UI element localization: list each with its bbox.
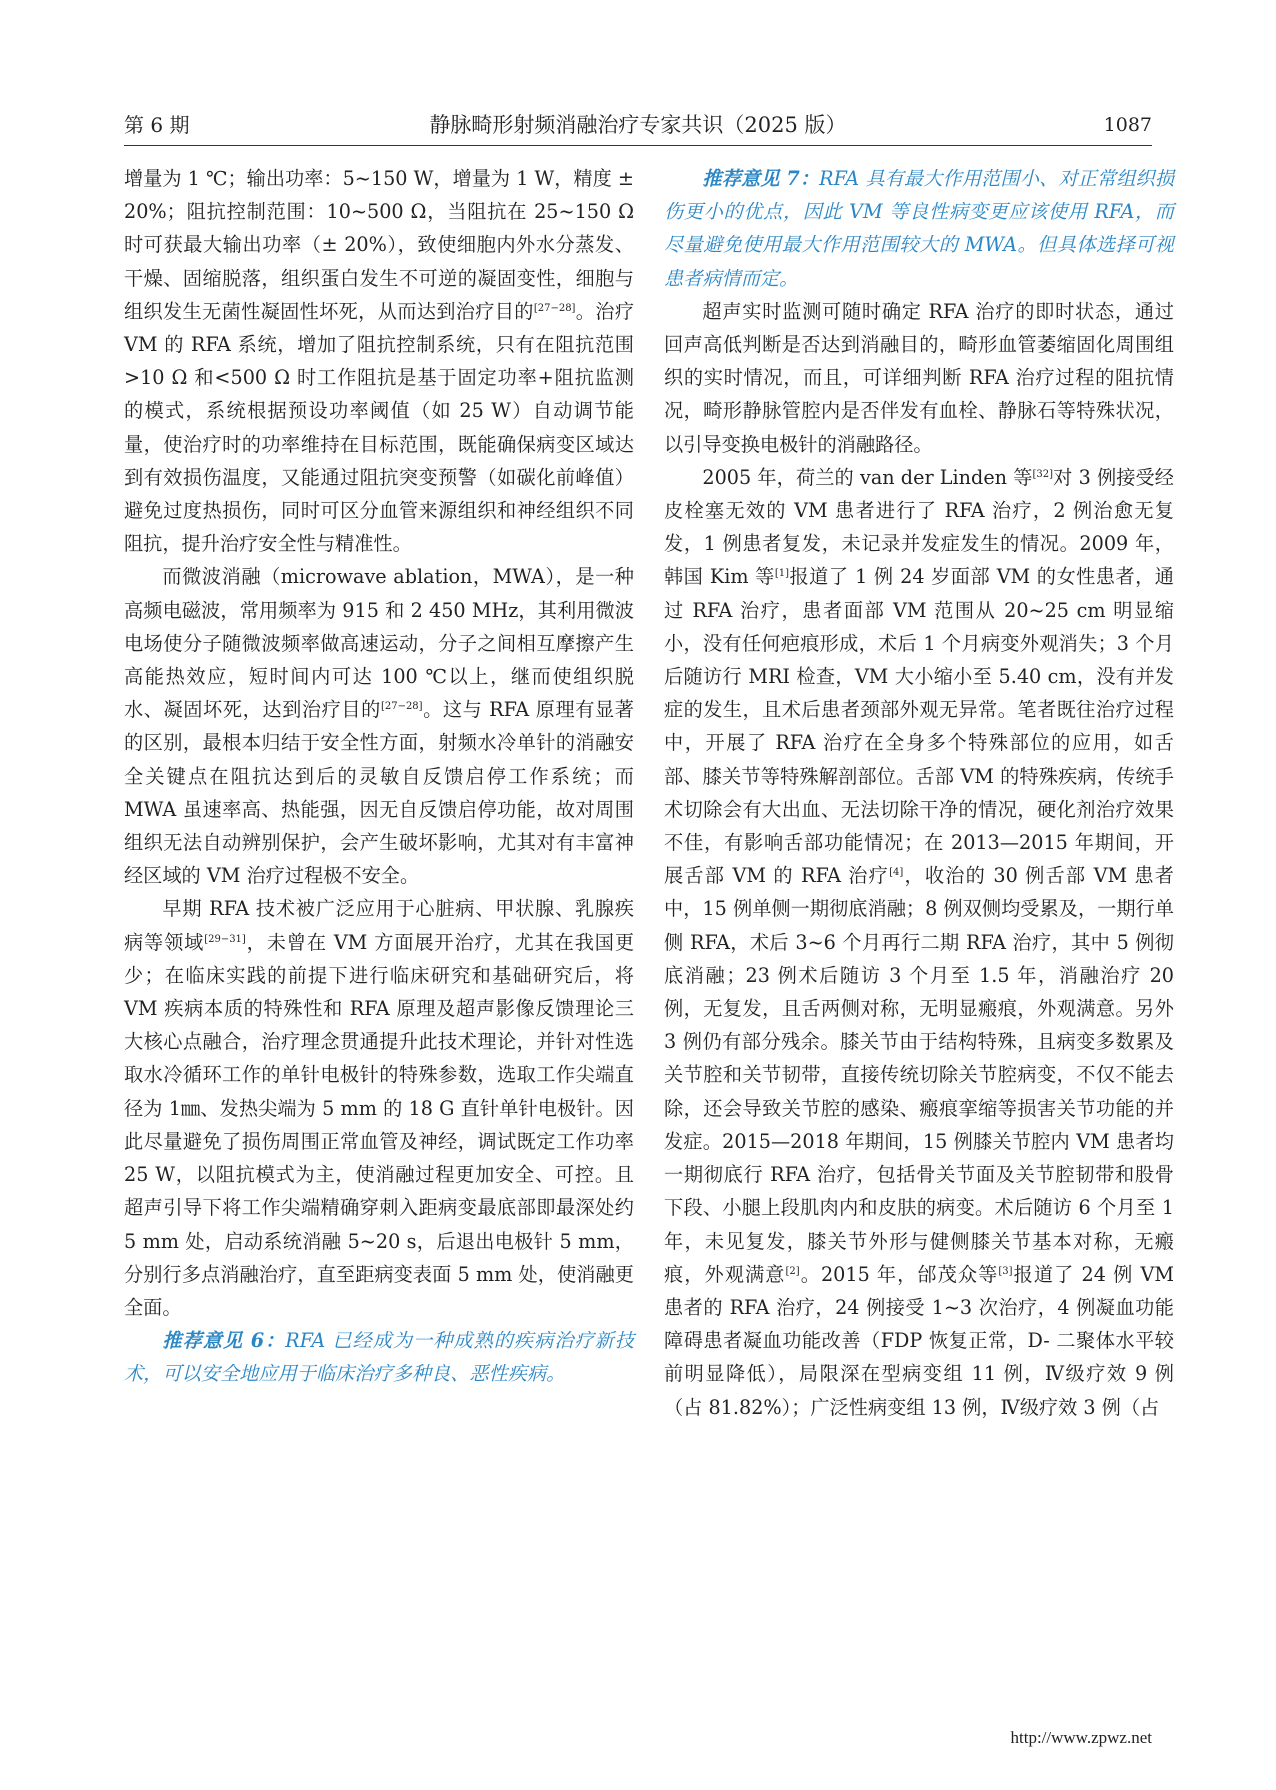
citation[interactable]: [27−28] [533,302,576,314]
citation[interactable]: [1] [774,568,790,580]
citation[interactable]: [3] [998,1265,1013,1277]
header-rule [124,145,1152,146]
left-column [124,162,634,1391]
issue-number: 第 6 期 [124,113,190,137]
right-column [664,162,1174,1424]
running-header [124,108,1152,148]
paragraph-microwave-ablation: 而微波消融（microwave ablation，MWA），是一种高频电磁波，常用频率为 915 和 2 450 MHz，其利用微波电场使分子随微波频率做高速运动，分子之间相互摩擦产生高能热效应，短时间内可达 100 ℃以上，继而使组织脱水、凝固坏死，达到治疗目的[27−28]。这与 RFA 原理有显著的区别，最根本归结于安全性方面，射频水冷单针的消融安全关键点在阻抗达到后的灵敏自反馈启停工作系统；而 MWA 虽速率高、热能强，因无自反馈启停功能，故对周围组织无法自动辨别保护，会产生破坏影响，尤其对有丰富神经区域的 VM 治疗过程极不安全。 [124,565,634,888]
running-title: 静脉畸形射频消融治疗专家共识（2025 版） [429,113,847,137]
page-number: 1087 [1103,114,1152,136]
recommendation-label: 推荐意见 6： [162,1329,286,1353]
recommendation-6: 推荐意见 6：RFA 已经成为一种成熟的疾病治疗新技术，可以安全地应用于临床治疗多种良、恶性疾病。 [124,1329,635,1386]
paragraph-ultrasound-monitoring: 超声实时监测可随时确定 RFA 治疗的即时状态，通过回声高低判断是否达到消融目的，畸形血管萎缩固化周围组织的实时情况，而且，可详细判断 RFA 治疗过程的阻抗情况，畸形静脉管腔内是否伴发有血栓、静脉石等特殊状况，以引导变换电极针的消融路径。 [664,299,1174,456]
paragraph-rfa-parameters: 增量为 1 ℃；输出功率：5~150 W，增量为 1 W，精度 ± 20%；阻抗控制范围：10~500 Ω，当阻抗在 25~150 Ω 时可获最大输出功率（± 20%），致使细胞内外水分蒸发、干燥、固缩脱落，组织蛋白发生不可逆的凝固变性，细胞与组织发生无菌性凝固性坏死，从而达到治疗目的[27−28]。治疗 VM 的 RFA 系统，增加了阻抗控制系统，只有在阻抗范围>10 Ω 和<500 Ω 时工作阻抗是基于固定功率+阻抗监测的模式，系统根据预设功率阈值（如 25 W）自动调节能量，使治疗时的功率维持在目标范围，既能确保病变区域达到有效损伤温度，又能通过阻抗突变预警（如碳化前峰值）避免过度热损伤，同时可区分血管来源组织和神经组织不同阻抗，提升治疗安全性与精准性。 [124,167,635,556]
recommendation-7: 推荐意见 7：RFA 具有最大作用范围小、对正常组织损伤更小的优点，因此 VM 等良性病变更应该使用 RFA，而尽量避免使用最大作用范围较大的 MWA。但具体选择可视患者病情而定。 [664,167,1175,290]
citation[interactable]: [29−31] [204,933,246,945]
citation[interactable]: [27−28] [380,701,423,713]
citation[interactable]: [4] [889,867,904,879]
citation[interactable]: [2] [785,1265,800,1277]
paragraph-early-rfa: 早期 RFA 技术被广泛应用于心脏病、甲状腺、乳腺疾病等领域[29−31]，未曾在 VM 方面展开治疗，尤其在我国更少；在临床实践的前提下进行临床研究和基础研究后，将 VM 疾病本质的特殊性和 RFA 原理及超声影像反馈理论三大核心点融合，治疗理念贯通提升此技术理论，并针对性选取水冷循环工作的单针电极针的特殊参数，选取工作尖端直径为 1㎜、发热尖端为 5 mm 的 18 G 直针单针电极针。因此尽量避免了损伤周围正常血管及神经，调试既定工作功率 25 W，以阻抗模式为主，使消融过程更加安全、可控。且超声引导下将工作尖端精确穿刺入距病变最底部即最深处约 5 mm 处，启动系统消融 5~20 s，后退出电极针 5 mm，分别行多点消融治疗，直至距病变表面 5 mm 处，使消融更全面。 [124,897,635,1319]
citation[interactable]: [32] [1032,468,1054,480]
recommendation-label: 推荐意见 7： [702,167,820,190]
paragraph-clinical-history: 2005 年，荷兰的 van der Linden 等[32]对 3 例接受经皮栓塞无效的 VM 患者进行了 RFA 治疗，2 例治愈无复发，1 例患者复发，未记录并发症发生的情况。2009 年，韩国 Kim 等[1]报道了 1 例 24 岁面部 VM 的女性患者，通过 RFA 治疗，患者面部 VM 范围从 20~25 cm 明显缩小，没有任何疤痕形成，术后 1 个月病变外观消失；3 个月后随访行 MRI 检查，VM 大小缩小至 5.40 cm，没有并发症的发生，且术后患者颈部外观无异常。笔者既往治疗过程中，开展了 RFA 治疗在全身多个特殊部位的应用，如舌部、膝关节等特殊解剖部位。舌部 VM 的特殊疾病，传统手术切除会有大出血、无法切除干净的情况，硬化剂治疗效果不佳，有影响舌部功能情况；在 2013—2015 年期间，开展舌部 VM 的 RFA 治疗[4]，收治的 30 例舌部 VM 患者中，15 例单侧一期彻底消融；8 例双侧均受累及，一期行单侧 RFA，术后 3~6 个月再行二期 RFA 治疗，其中 5 例彻底消融；23 例术后随访 3 个月至 1.5 年，消融治疗 20 例，无复发，且舌两侧对称，无明显瘢痕，外观满意。另外 3 例仍有部分残余。膝关节由于结构特殊，且病变多数累及关节腔和关节韧带，直接传统切除关节腔病变，不仅不能去除，还会导致关节腔的感染、瘢痕挛缩等损害关节功能的并发症。2015—2018 年期间，15 例膝关节腔内 VM 患者均一期彻底行 RFA 治疗，包括骨关节面及关节腔韧带和股骨下段、小腿上段肌肉内和皮肤的病变。术后随访 6 个月至 1 年，未见复发，膝关节外形与健侧膝关节基本对称，无瘢痕，外观满意[2]。2015 年，邰茂众等[3]报道了 24 例 VM 患者的 RFA 治疗，24 例接受 1~3 次治疗，4 例凝血功能障碍患者凝血功能改善（FDP 恢复正常，D- 二聚体水平较前明显降低），局限深在型病变组 11 例，Ⅳ级疗效 9 例（占 81.82%）；广泛性病变组 13 例，Ⅳ级疗效 3 例（占 [664,465,1175,1419]
journal-url[interactable]: http://www.zpwz.net [1010,1728,1152,1747]
